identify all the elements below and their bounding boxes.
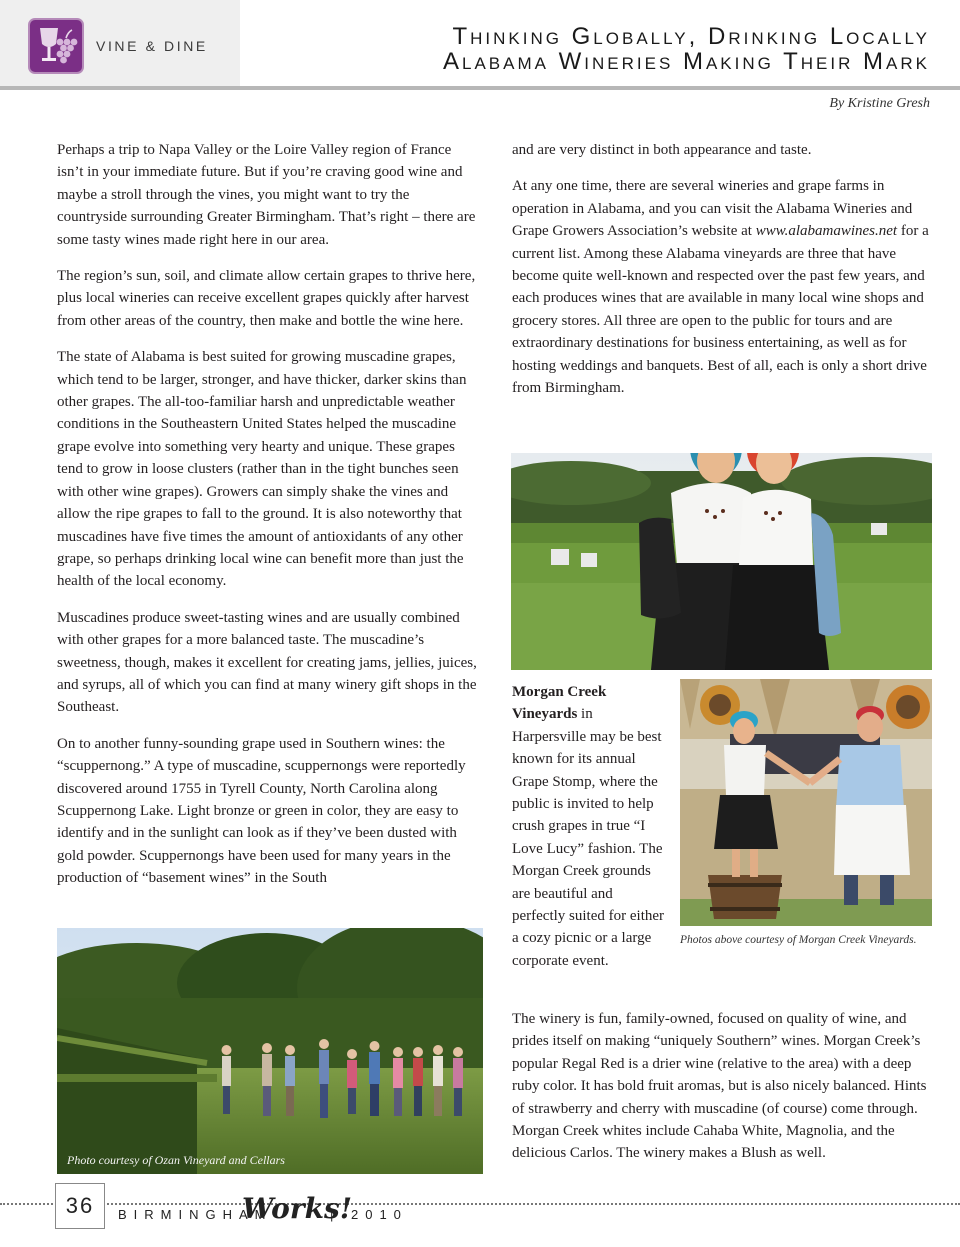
morgan-creek-intro	[512, 681, 664, 972]
publication-name: BIRMINGHAM	[118, 1207, 273, 1222]
footer-rule	[0, 1203, 960, 1205]
grape-stomp-photo	[680, 679, 932, 926]
article-title	[443, 24, 930, 74]
page-number: 36	[55, 1183, 105, 1229]
vineyard-photo-caption: Photo courtesy of Ozan Vineyard and Cellars	[67, 1153, 285, 1167]
section-label: VINE & DINE	[96, 38, 208, 54]
paragraph: The winery is fun, family-owned, focused on quality of wine, and prides itself on making “uniquely Southern” wines. Morgan Creek’s popular Regal Red is a drier wine (relative to the area) with a deep ruby color. It has bold fruit aromas, but is also nicely balanced. Hints of strawberry and cherry with muscadine (of course) come through. Morgan Creek whites include Cahaba White, Magnolia, and the delicious Carlos. The winery makes a Blush as well.	[512, 1011, 927, 1162]
paragraph-text: At any one time, there are several wineries and grape farms in operation in Alabama, and you can visit the Alabama Wineries and Grape Growers Association’s website at	[512, 178, 913, 240]
header-rule	[0, 86, 960, 90]
paragraph: On to another funny-sounding grape used in Southern wines: the “scuppernong.” A type of muscadine, scuppernongs were reportedly discovered around 1755 in Tyrell County, North Carolina along Scuppernong Lake. Light bronze or green in color, they are easy to identify and in the sunlight can look as if they’ve been dusted with gold powder. Scuppernongs have been used for many years in the production of “basement wines” in the South	[57, 735, 466, 887]
grape-stomp-image	[680, 679, 932, 926]
byline: By Kristine Gresh	[829, 96, 930, 111]
left-column	[57, 139, 477, 904]
paragraph: Perhaps a trip to Napa Valley or the Loire Valley region of France isn’t in your immediate future. But if you’re craving good wine and maybe a stroll through the vines, you might want to try the countryside surrounding Greater Birmingham. That’s right – there are some tasty wines made right here in our area.	[57, 142, 476, 248]
paragraph	[512, 175, 932, 399]
website-link[interactable]: www.alabamawines.net	[755, 223, 898, 240]
morgan-photo-caption: Photos above courtesy of Morgan Creek Vineyards.	[680, 934, 917, 946]
vineyard-tour-photo	[57, 928, 483, 1174]
women-photo-image	[511, 453, 932, 670]
grape-glass-icon	[30, 20, 82, 72]
title-line-2: Alabama Wineries Making Their Mark	[442, 48, 930, 75]
paragraph: Muscadines produce sweet-tasting wines and are usually combined with other grapes for a more balanced taste. The muscadine’s sweetness, though, makes it excellent for creating jams, jellies, juices, and syrups, all of which you can find at many winery gift shops in the Southeast.	[57, 609, 477, 716]
paragraph: and are very distinct in both appearance and taste.	[512, 142, 812, 158]
paragraph-text: in Harpersville may be best known for its annual Grape Stomp, where the public is invited to help crush grapes in true “I Love Lucy” fashion. The Morgan Creek grounds are beautiful and perfectly suited for either a cozy picnic or a large corporate event.	[512, 706, 665, 969]
vineyard-photo-image	[57, 928, 483, 1174]
paragraph: The region’s sun, soil, and climate allow certain grapes to thrive here, plus local wineries can receive excellent grapes quickly after harvest from other areas of the country, then make and bottle the wine here.	[57, 268, 476, 329]
women-at-winery-photo	[511, 453, 932, 670]
title-line-1: Thinking Globally, Drinking Locally	[452, 23, 930, 50]
vine-dine-logo	[28, 18, 84, 74]
right-column	[512, 139, 932, 413]
issue-year: | 2010	[330, 1207, 408, 1222]
header-left-panel	[0, 0, 240, 88]
paragraph-text: for a current list. Among these Alabama vineyards are three that have become quite well-known and respected over the past few years, and each produces wines that are available in many local wine shops and grocery stores. All three are open to the public for tours and are extraordinary destinations for business entertaining, as well as for hosting weddings and banquets. Best of all, each is only a short drive from Birmingham.	[512, 223, 929, 397]
paragraph: The state of Alabama is best suited for growing muscadine grapes, which tend to be larger, stronger, and have thicker, darker skins than other grapes. The all-too-familiar harsh and unpredictable weather conditions in the Southeastern United States helped the muscadine grape evolve into something very hearty and unique. These grapes tend to grow in loose clusters (rather than in the tight bunches seen with other wine grapes). Growers can simply shake the vines and allow the ripe grapes to fall to the ground. It is also noteworthy that muscadines have five times the amount of antioxidants of any other grape, so perhaps drinking local wine can benefit more than just the health of the local economy.	[57, 349, 467, 590]
winery-name: Morgan Creek Vineyards	[512, 684, 607, 723]
works-script-logo: Works!	[242, 1192, 353, 1225]
